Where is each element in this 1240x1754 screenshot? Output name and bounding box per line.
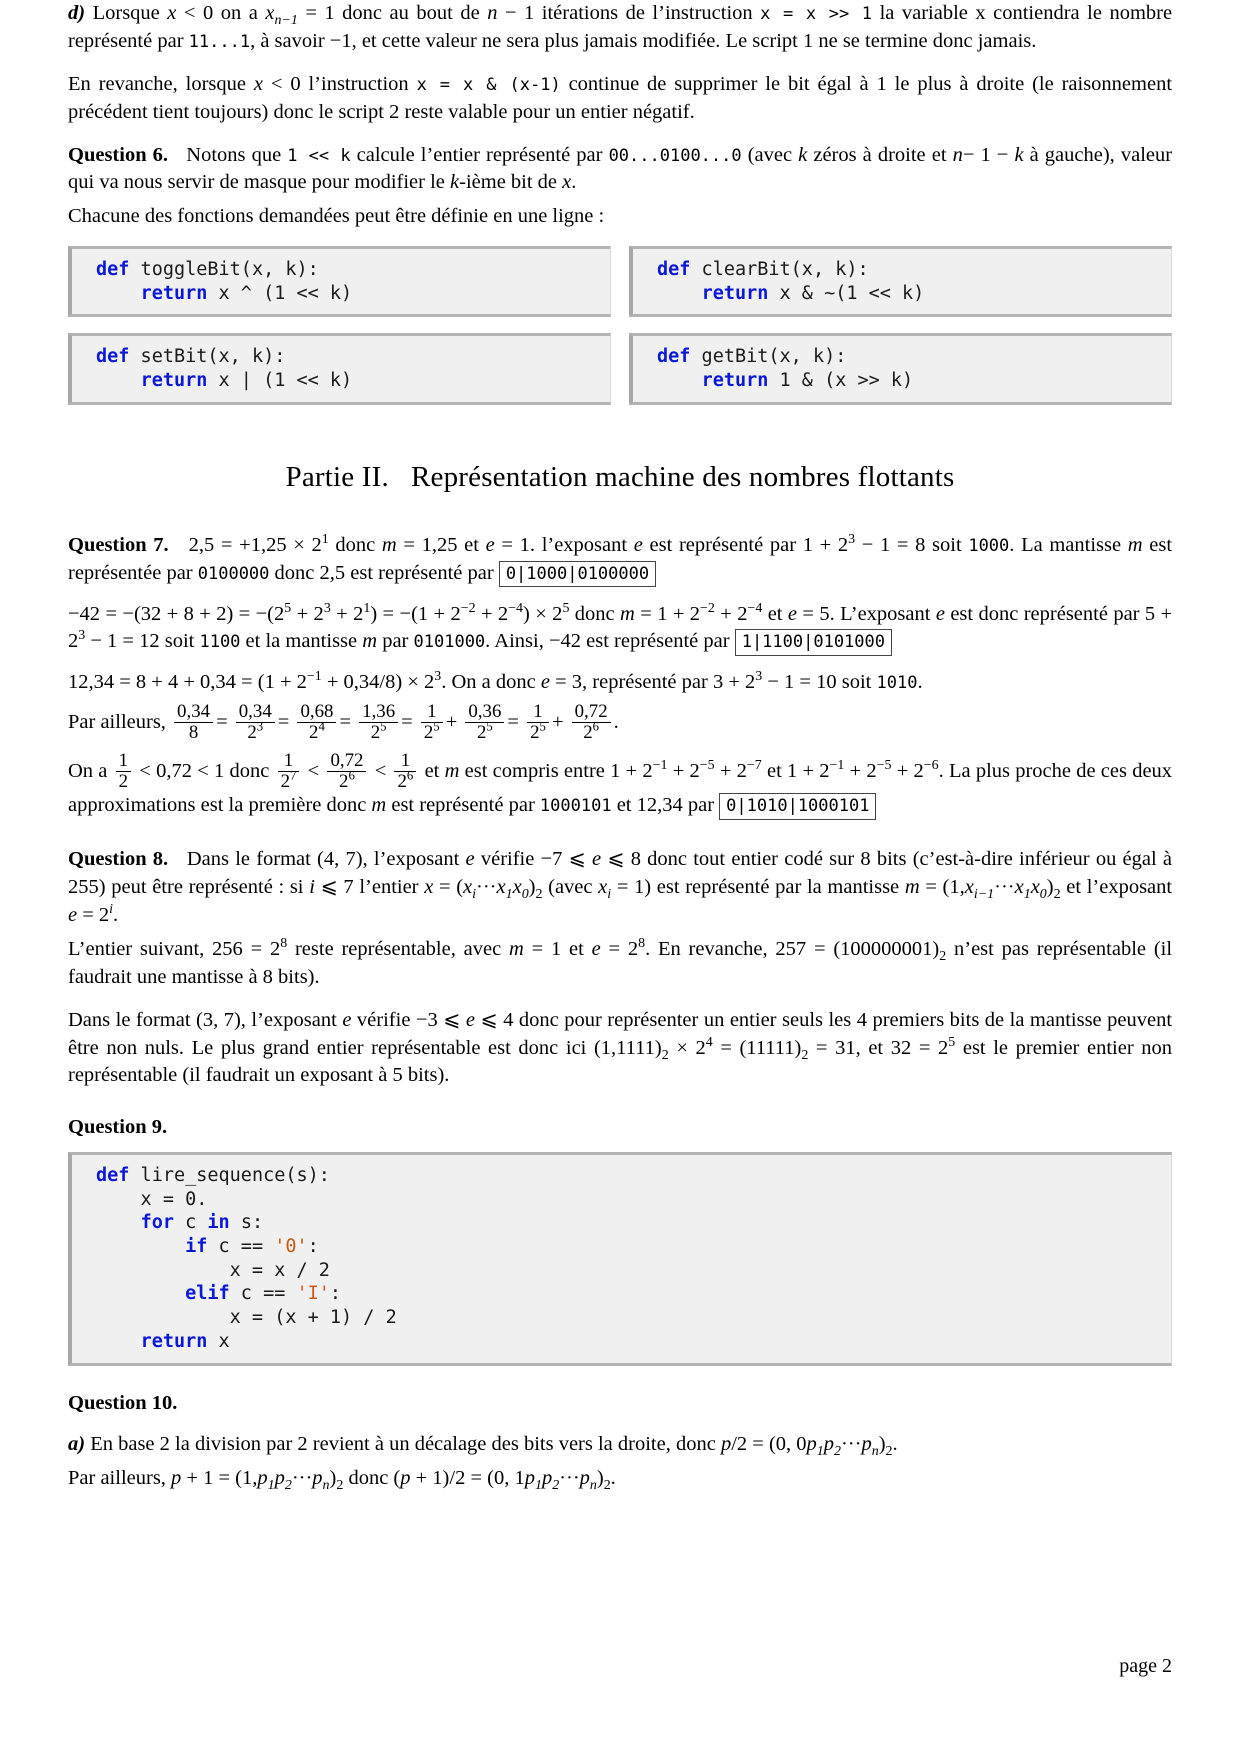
code-row-1 — [68, 246, 1172, 317]
text: < 0 l’instruction — [270, 72, 409, 95]
exponent: i — [109, 902, 114, 918]
text: . — [610, 1467, 616, 1490]
exponent: −4 — [747, 600, 763, 616]
math-var-x1: $x_1$ — [496, 876, 513, 903]
math-var-xn: $x_{n-1}$ — [265, 2, 298, 29]
exponent: −5 — [876, 757, 892, 773]
keyword-def: def — [96, 1165, 130, 1187]
text: et l’exposant — [1066, 876, 1173, 899]
text: On a — [68, 759, 108, 782]
text: . — [113, 904, 119, 926]
text: . La plus proche de ces deux approximations est la première donc — [68, 759, 1173, 817]
question-6-label: Question 6. — [68, 143, 169, 166]
text: = 1 + 2 — [640, 602, 701, 625]
text: donc — [574, 602, 615, 625]
boxed-representation-2_5: 0|1000|0100000 — [499, 561, 656, 588]
math-var-p1: $p_1$ — [257, 1467, 275, 1494]
math-var-n: n — [952, 143, 963, 166]
code-mask: 00...0100...0 — [608, 145, 742, 166]
text: (avec — [548, 876, 593, 899]
text: = 31, et 32 = 2 — [815, 1036, 949, 1059]
math-var-m: m — [1127, 533, 1143, 556]
math-var-x0: $x_0$ — [512, 876, 529, 903]
code-block-lire-sequence — [68, 1152, 1172, 1365]
question-7-fraction-line: Par ailleurs, $\frac{0,34}{8}$ = $\frac{0,34}{2^3}$ = $\frac{0,68}{2^4}$ = $\frac{1,36}{2^5}$ = $\frac{1}{2^5}$ + $\frac{0,36}{2^5}$ = $\frac{1}{2^5}$ + $\frac{0,72}{2^6}$ . — [68, 701, 619, 743]
question-8-label: Question 8. — [68, 848, 169, 871]
keyword-return: return — [140, 1330, 208, 1352]
text: . En revanche, 257 = (100000001) — [645, 937, 940, 960]
text: × 2 — [676, 1036, 706, 1059]
text: = 1. l’exposant — [501, 533, 628, 556]
keyword-def: def — [657, 346, 691, 368]
subscript: 2 — [1053, 887, 1061, 903]
text: = 1 et — [531, 937, 584, 960]
text: −42 = −(32 + 8 + 2) = −(2 — [68, 602, 285, 625]
text: = (11111) — [720, 1036, 802, 1059]
math-var-m: m — [904, 876, 920, 899]
text: . — [571, 171, 577, 194]
code-and-minus-one: x = x & (x-1) — [416, 74, 561, 95]
text: par — [382, 630, 409, 653]
text: Dans le format (3, 7), l’exposant — [68, 1008, 337, 1031]
fraction-3: $\frac{0,68}{2^4}$ — [297, 702, 336, 743]
math-var-xi: $x_i$ — [463, 876, 477, 903]
part-2-title: Représentation machine des nombres flottants — [410, 460, 955, 493]
question-8-paragraph-a — [68, 846, 1172, 930]
math-var-pn: $p_n$ — [861, 1433, 879, 1460]
text: − 1 − — [962, 143, 1009, 166]
exponent: −4 — [508, 600, 524, 616]
math-var-m: m — [362, 630, 378, 653]
code-binary-0100000: 0100000 — [197, 563, 270, 584]
code-text: toggleBit(x, k): — [129, 259, 319, 281]
text: ) — [329, 1467, 337, 1490]
code-row-2 — [68, 333, 1172, 404]
math-var-e: e — [342, 1008, 352, 1031]
fraction-5: $\frac{1}{2^5}$ — [421, 702, 443, 743]
text: et — [424, 759, 440, 782]
text: + 2 — [714, 602, 748, 625]
code-text: getBit(x, k): — [690, 346, 847, 368]
text: < 0 on a — [183, 2, 258, 24]
text: -ième bit de — [459, 171, 558, 194]
text: reste représentable, avec — [294, 937, 502, 960]
text: . La mantisse — [1009, 533, 1122, 556]
text: donc 2,5 est représenté par — [274, 561, 494, 584]
code-text: lire_sequence(s): — [129, 1165, 330, 1187]
code-text: x & ~(1 << k) — [768, 282, 925, 304]
text: , à savoir −1, et cette valeur ne sera plus jamais modifiée. Le script 1 ne se termine donc jamais. — [250, 29, 1037, 52]
math-var-m: m — [444, 759, 460, 782]
code-text: clearBit(x, k): — [690, 259, 869, 281]
code-block-clearbit — [629, 246, 1172, 317]
text: . Ainsi, −42 est représenté par — [485, 630, 730, 653]
text: ⩽ 8 donc tout entier codé sur 8 bits (c’est-à-dire inférieur ou égal à 255) peut être représenté : si — [68, 848, 1173, 899]
keyword-return: return — [140, 370, 208, 392]
text: (avec — [747, 143, 793, 166]
text: ) — [1046, 876, 1054, 899]
fraction-half: $\frac{1}{2}$ — [116, 751, 131, 792]
text: En revanche, lorsque — [68, 72, 246, 95]
exponent: 5 — [284, 600, 292, 616]
question-7-line-1234 — [68, 669, 1172, 697]
text: vérifie −7 ⩽ — [480, 848, 586, 871]
question-8-paragraph-c — [68, 1007, 1172, 1091]
text: donc — [335, 533, 376, 556]
question-7-line-minus42 — [68, 601, 1172, 657]
question-6-paragraph — [68, 142, 1172, 198]
text: est donc représenté par 5 + 2 — [68, 602, 1173, 653]
exponent: −5 — [699, 757, 715, 773]
subscript: 2 — [336, 1478, 344, 1494]
text: − 1 = 8 soit — [861, 533, 962, 556]
text: = 1 donc au bout de — [305, 2, 480, 24]
page-footer: page 2 — [1119, 1655, 1172, 1677]
text: ⩽ 4 donc pour représenter un entier seuls les 4 premiers bits de la mantisse peuvent être non nuls. Le plus grand entier représentable est donc ici (1,1111) — [68, 1008, 1173, 1059]
text: + 2 — [330, 602, 364, 625]
exponent: −7 — [746, 757, 762, 773]
text: + 2 — [667, 759, 700, 782]
subscript: 2 — [661, 1047, 669, 1063]
paragraph-d — [68, 0, 1172, 56]
subscript: 2 — [535, 887, 543, 903]
subscript: 2 — [885, 1444, 893, 1460]
code-text: s: — [229, 1212, 264, 1234]
text: = ( — [438, 876, 464, 899]
math-var-m: m — [381, 533, 397, 556]
math-var-x0: $x_0$ — [1030, 876, 1047, 903]
question-8-paragraph-b — [68, 936, 1172, 992]
code-text: x = 0. — [96, 1188, 208, 1210]
text: est le premier entier non représentable (il faudrait un exposant à 5 bits). — [68, 1036, 1173, 1087]
exponent: 3 — [848, 531, 856, 547]
text: . On a donc — [441, 671, 536, 694]
fraction-4: $\frac{1,36}{2^5}$ — [359, 702, 398, 743]
math-var-xim1: $x_{i-1}$ — [964, 876, 995, 903]
math-var-e: e — [465, 848, 475, 871]
math-var-p1: $p_1$ — [806, 1433, 824, 1460]
exponent: −6 — [923, 757, 939, 773]
text: − 1 = 12 soit — [90, 630, 195, 653]
text: et 1 + 2 — [766, 759, 830, 782]
text: ⩽ 7 l’entier — [320, 876, 419, 899]
math-var-pn: $p_n$ — [312, 1467, 330, 1494]
text: ) = −(1 + 2 — [370, 602, 461, 625]
math-var-x: x — [562, 171, 572, 194]
text: 2,5 = +1,25 × 2 — [188, 533, 322, 556]
math-var-k: k — [1014, 143, 1024, 166]
exponent: 5 — [948, 1034, 956, 1050]
code-text: setBit(x, k): — [129, 346, 286, 368]
text: est représentée par — [68, 533, 1173, 584]
text: et 12,34 par — [616, 794, 715, 817]
math-var-p2: $p_2$ — [274, 1467, 292, 1494]
text: calcule l’entier représenté par — [356, 143, 603, 166]
exponent: −1 — [306, 669, 322, 685]
text: + 2 — [475, 602, 509, 625]
text: ··· — [559, 1467, 580, 1490]
code-text: x ^ (1 << k) — [207, 282, 353, 304]
math-var-m: m — [620, 602, 635, 625]
code-text: x = x / 2 — [96, 1259, 330, 1281]
exponent: 3 — [323, 600, 331, 616]
text: < — [374, 759, 387, 782]
code-text: x | (1 << k) — [207, 370, 353, 392]
keyword-return: return — [701, 282, 769, 304]
fraction-1: $\frac{0,34}{8}$ — [174, 702, 213, 743]
exponent: 5 — [562, 600, 570, 616]
text: Notons que — [186, 143, 282, 166]
math-var-k: k — [450, 171, 460, 194]
text: + 0,34/8) × 2 — [321, 671, 435, 694]
question-9-label: Question 9. — [68, 1116, 168, 1139]
text: = 2 — [82, 904, 110, 926]
text: 12,34 = 8 + 4 + 0,34 = (1 + 2 — [68, 671, 307, 694]
text: + 2 — [844, 759, 877, 782]
text: En base 2 la division par 2 revient à un décalage des bits vers la droite, donc — [90, 1433, 716, 1456]
math-var-x1: $x_1$ — [1014, 876, 1031, 903]
text: . — [892, 1433, 898, 1456]
exponent: −2 — [700, 600, 715, 616]
code-text: x — [207, 1330, 230, 1352]
text: ) — [596, 1467, 604, 1490]
math-var-x: x — [424, 876, 434, 899]
fraction-8: $\frac{0,72}{2^6}$ — [572, 702, 611, 743]
subscript: 2 — [603, 1478, 611, 1494]
question-7-label: Question 7. — [68, 533, 169, 556]
text: = (1, — [925, 876, 965, 899]
text: ··· — [291, 1467, 313, 1490]
exponent: −2 — [460, 600, 476, 616]
code-binary-0101000: 0101000 — [413, 632, 486, 653]
question-10-label: Question 10. — [68, 1391, 178, 1414]
math-var-p1: $p_1$ — [524, 1467, 542, 1494]
code-text: c == — [207, 1236, 275, 1258]
text: L’entier suivant, 256 = 2 — [68, 937, 281, 960]
code-shift-left: 1 << k — [287, 145, 351, 166]
text: + 1 = (1, — [186, 1467, 258, 1490]
text: ··· — [840, 1433, 862, 1456]
text: zéros à droite et — [813, 143, 947, 166]
math-var-p: p — [720, 1433, 732, 1456]
keyword-return: return — [140, 282, 208, 304]
text: continue de supprimer le bit égal à 1 le plus à droite (le raisonnement précédent tient toujours) donc le script 2 reste valable pour un entier négatif. — [68, 72, 1173, 123]
subscript: 2 — [939, 948, 947, 964]
text: n’est pas représentable (il faudrait une mantisse à 8 bits). — [68, 937, 1173, 988]
question-7-inequality-line — [68, 749, 1173, 820]
question-10-paragraph-a — [68, 1431, 1172, 1459]
math-var-xi: $x_i$ — [598, 876, 612, 903]
question-7-paragraph — [68, 532, 1172, 588]
text: Par ailleurs, — [68, 1467, 166, 1490]
math-var-e: e — [485, 533, 495, 556]
text: < 0,72 < 1 donc — [139, 759, 270, 782]
code-text: c — [173, 1212, 208, 1234]
exponent: 8 — [280, 936, 288, 952]
part-2-number: Partie II. — [285, 460, 389, 493]
string-literal-zero: '0' — [274, 1236, 308, 1258]
keyword-in: in — [207, 1212, 230, 1234]
subscript: 2 — [801, 1047, 809, 1063]
boxed-representation-1234: 0|1010|1000101 — [719, 793, 876, 820]
code-text: : — [329, 1283, 342, 1305]
text: Lorsque — [92, 2, 160, 24]
math-var-k: k — [798, 143, 808, 166]
text: Par ailleurs, — [68, 711, 166, 734]
text: et la mantisse — [245, 630, 358, 653]
code-text: 1 & (x >> k) — [768, 370, 914, 392]
text: = 2 — [608, 937, 639, 960]
text: + 2 — [714, 759, 747, 782]
text: − 1 = 10 soit — [767, 671, 872, 694]
boxed-representation-minus42: 1|1100|0101000 — [735, 629, 892, 656]
math-var-p2: $p_2$ — [541, 1467, 560, 1494]
math-var-m: m — [371, 794, 387, 817]
exponent: 1 — [363, 600, 371, 616]
math-var-e: e — [633, 533, 643, 556]
paragraph-revanche — [68, 71, 1172, 127]
math-var-p2: $p_2$ — [823, 1433, 841, 1460]
math-var-e: e — [787, 602, 797, 625]
fraction-1-over-2pow6: $\frac{1}{2^6}$ — [394, 751, 416, 792]
code-text: x = (x + 1) / 2 — [96, 1307, 397, 1329]
paragraph-d-marker: d) — [68, 2, 86, 24]
text: ) — [878, 1433, 886, 1456]
keyword-def: def — [96, 346, 130, 368]
question-10-label-paragraph — [68, 1390, 1172, 1418]
text: est compris entre 1 + 2 — [464, 759, 653, 782]
code-binary-1000101: 1000101 — [539, 796, 612, 817]
keyword-def: def — [657, 259, 691, 281]
math-var-e: e — [591, 848, 602, 871]
math-var-m: m — [508, 937, 524, 960]
math-var-n: n — [487, 2, 498, 24]
question-6-line2: Chacune des fonctions demandées peut être définie en une ligne : — [68, 205, 605, 228]
exponent: 3 — [755, 669, 763, 685]
text: et — [767, 602, 783, 625]
text: est représenté par 1 + 2 — [649, 533, 849, 556]
question-10-a-marker: a) — [68, 1433, 86, 1456]
exponent: 1 — [321, 531, 329, 547]
text: < — [307, 759, 320, 782]
text: vérifie −3 ⩽ — [356, 1008, 461, 1031]
text: ··· — [994, 876, 1015, 899]
exponent: 8 — [638, 936, 646, 952]
string-literal-i: 'I' — [296, 1283, 330, 1305]
fraction-072-over-2pow6: $\frac{0,72}{2^6}$ — [327, 751, 366, 792]
code-text: c == — [229, 1283, 297, 1305]
keyword-for: for — [140, 1212, 174, 1234]
code-block-togglebit — [68, 246, 611, 317]
math-var-e: e — [68, 904, 78, 926]
text: Dans le format (4, 7), l’exposant — [186, 848, 460, 871]
fraction-6: $\frac{0,36}{2^5}$ — [465, 702, 504, 743]
math-var-e: e — [591, 937, 601, 960]
text: + 2 — [891, 759, 924, 782]
text: + 1)/2 = (0, 1 — [415, 1467, 525, 1490]
part-2-heading — [68, 461, 1172, 494]
text: donc ( — [348, 1467, 401, 1490]
code-block-getbit — [629, 333, 1172, 404]
text: ) × 2 — [523, 602, 563, 625]
text: = 1) est représenté par la mantisse — [616, 876, 900, 899]
document-page — [68, 0, 1172, 1508]
text: ··· — [476, 876, 497, 899]
math-var-x: x — [253, 72, 263, 95]
code-block-setbit — [68, 333, 611, 404]
math-var-p: p — [171, 1467, 182, 1490]
text: la variable x contiendra le nombre représenté par — [68, 2, 1173, 52]
text: = 5. L’exposant — [802, 602, 931, 625]
math-var-e: e — [465, 1008, 475, 1031]
text: /2 = (0, 0 — [731, 1433, 807, 1456]
keyword-return: return — [701, 370, 769, 392]
text: + 2 — [291, 602, 324, 625]
code-ones: 11...1 — [188, 31, 251, 52]
exponent: 3 — [434, 669, 442, 685]
code-binary-1010: 1010 — [876, 673, 918, 694]
fraction-1-over-2pow7: $\frac{1}{2^7}$ — [278, 751, 300, 792]
question-10-paragraph-b — [68, 1465, 1172, 1493]
code-text: : — [307, 1236, 319, 1258]
text: à gauche), valeur qui va nous servir de masque pour modifier le — [68, 143, 1173, 194]
code-binary-1000: 1000 — [968, 535, 1010, 556]
text: = 1,25 et — [403, 533, 479, 556]
math-var-pn: $p_n$ — [579, 1467, 597, 1494]
text: est représenté par — [391, 794, 535, 817]
math-var-x: x — [167, 2, 177, 24]
exponent: 3 — [78, 628, 86, 644]
math-var-e: e — [540, 671, 550, 694]
text: − 1 itérations de l’instruction — [504, 2, 753, 24]
text: ) — [528, 876, 536, 899]
math-var-i: i — [309, 876, 315, 899]
code-shift-right: x = x >> 1 — [760, 4, 873, 24]
text: = 3, représenté par 3 + 2 — [555, 671, 756, 694]
math-var-e: e — [935, 602, 945, 625]
math-var-p: p — [400, 1467, 411, 1490]
keyword-elif: elif — [185, 1283, 230, 1305]
keyword-def: def — [96, 259, 130, 281]
fraction-2: $\frac{0,34}{2^3}$ — [236, 702, 275, 743]
exponent: 4 — [705, 1034, 713, 1050]
fraction-7: $\frac{1}{2^5}$ — [527, 702, 549, 743]
question-9-label-paragraph — [68, 1114, 1172, 1142]
text: . — [917, 671, 923, 694]
exponent: −1 — [829, 757, 845, 773]
keyword-if: if — [185, 1236, 208, 1258]
exponent: −1 — [652, 757, 668, 773]
code-binary-1100: 1100 — [199, 632, 241, 653]
